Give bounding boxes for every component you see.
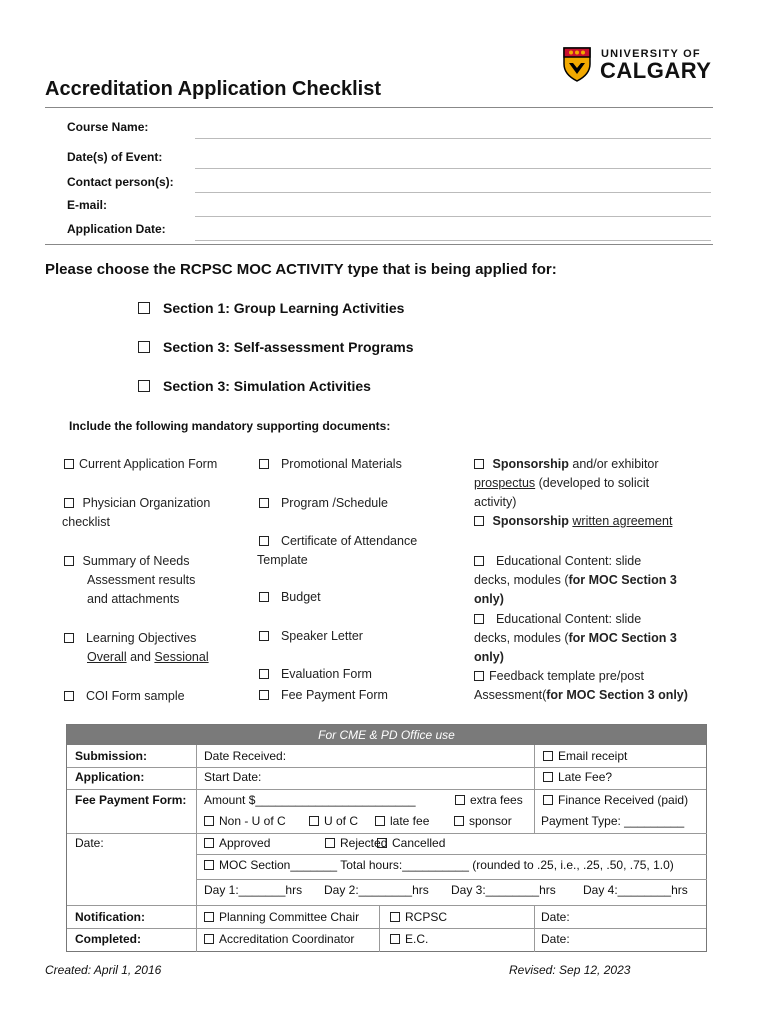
course-name-field[interactable] — [195, 138, 711, 139]
moc-section-field[interactable]: MOC Section_______ Total hours:__________ (rounded to .25, i.e., .25, .50, .75, 1.0) — [204, 858, 674, 872]
fee-form-label: Fee Payment Form: — [75, 793, 187, 807]
amount-field[interactable]: Amount $________________________ — [204, 793, 416, 807]
email-label: E-mail: — [67, 198, 108, 212]
submission-label: Submission: — [75, 749, 148, 763]
email-field[interactable] — [195, 216, 711, 217]
planning-chair-checkbox[interactable]: Planning Committee Chair — [204, 910, 359, 924]
day2-field[interactable]: Day 2:________hrs — [324, 883, 429, 897]
revised-date: Revised: Sep 12, 2023 — [509, 963, 631, 977]
checkbox-icon[interactable] — [204, 912, 214, 922]
notification-date-label: Date: — [541, 910, 570, 924]
logo-line2: CALGARY — [600, 58, 712, 83]
doc-fee-payment[interactable]: Fee Payment Form — [259, 686, 388, 705]
checkbox-icon[interactable] — [138, 341, 150, 353]
start-date-label: Start Date: — [204, 770, 262, 784]
doc-learning-objectives[interactable]: Learning Objectives Overall and Sessional — [64, 629, 209, 667]
sponsor-checkbox[interactable]: sponsor — [454, 814, 512, 828]
coordinator-checkbox[interactable]: Accreditation Coordinator — [204, 932, 354, 946]
event-dates-label: Date(s) of Event: — [67, 150, 163, 164]
option-section3-sim[interactable]: Section 3: Simulation Activities — [138, 378, 371, 394]
doc-speaker-letter[interactable]: Speaker Letter — [259, 627, 363, 646]
checkbox-icon[interactable] — [204, 816, 214, 826]
contact-label: Contact person(s): — [67, 175, 174, 189]
checkbox-icon[interactable] — [64, 691, 74, 701]
doc-feedback-template[interactable]: Feedback template pre/post Assessment(for MOC Section 3 only) — [474, 669, 688, 702]
approved-checkbox[interactable]: Approved — [204, 836, 270, 850]
doc-budget[interactable]: Budget — [259, 588, 321, 607]
checkbox-icon[interactable] — [309, 816, 319, 826]
doc-promotional[interactable]: Promotional Materials — [259, 455, 402, 474]
doc-needs-assessment[interactable]: Summary of Needs Assessment results and attachments — [64, 552, 195, 609]
checkbox-icon[interactable] — [138, 302, 150, 314]
checkbox-icon[interactable] — [474, 459, 484, 469]
checkbox-icon[interactable] — [543, 795, 553, 805]
checkbox-icon[interactable] — [64, 498, 74, 508]
day3-field[interactable]: Day 3:________hrs — [451, 883, 556, 897]
checkbox-icon[interactable] — [454, 816, 464, 826]
logo-line1: UNIVERSITY OF — [601, 48, 701, 60]
date-received-label: Date Received: — [204, 749, 287, 763]
payment-type-field[interactable]: Payment Type: _________ — [541, 814, 685, 828]
checkbox-icon[interactable] — [259, 690, 269, 700]
checkbox-icon[interactable] — [375, 816, 385, 826]
checkbox-icon[interactable] — [64, 459, 74, 469]
checkbox-icon[interactable] — [474, 671, 484, 681]
completed-date-label: Date: — [541, 932, 570, 946]
checkbox-icon[interactable] — [543, 751, 553, 761]
finance-received-checkbox[interactable]: Finance Received (paid) — [543, 793, 688, 807]
extra-fees-checkbox[interactable]: extra fees — [455, 793, 523, 807]
doc-sponsorship-agreement[interactable]: Sponsorship written agreement — [474, 512, 672, 531]
day1-field[interactable]: Day 1:_______hrs — [204, 883, 303, 897]
date-label: Date: — [75, 836, 104, 850]
option-section3-self[interactable]: Section 3: Self-assessment Programs — [138, 339, 414, 355]
checkbox-icon[interactable] — [204, 934, 214, 944]
checkbox-icon[interactable] — [64, 556, 74, 566]
doc-certificate[interactable]: Certificate of Attendance Template — [257, 534, 418, 567]
checkbox-icon[interactable] — [543, 772, 553, 782]
checkbox-icon[interactable] — [64, 633, 74, 643]
doc-physician-checklist[interactable]: Physician Organization checklist — [62, 496, 211, 529]
doc-sponsorship[interactable]: Sponsorship and/or exhibitor prospectus (developed to solicit activity) — [474, 457, 659, 509]
office-table-header: For CME & PD Office use — [67, 725, 706, 745]
checkbox-icon[interactable] — [474, 614, 484, 624]
email-receipt-checkbox[interactable]: Email receipt — [543, 749, 627, 763]
ec-checkbox[interactable]: E.C. — [390, 932, 428, 946]
notification-label: Notification: — [75, 910, 145, 924]
checkbox-icon[interactable] — [259, 536, 269, 546]
documents-heading: Include the following mandatory supporting documents: — [69, 419, 391, 433]
activity-prompt: Please choose the RCPSC MOC ACTIVITY type that is being applied for: — [45, 261, 557, 278]
doc-educational-content-1[interactable]: Educational Content: slide decks, modules (for MOC Section 3 only) — [474, 554, 677, 606]
doc-evaluation[interactable]: Evaluation Form — [259, 665, 372, 684]
checkbox-icon[interactable] — [138, 380, 150, 392]
course-name-label: Course Name: — [67, 120, 149, 134]
doc-current-form[interactable]: Current Application Form — [64, 455, 217, 474]
doc-coi-form[interactable]: COI Form sample — [64, 687, 185, 706]
late-fee2-checkbox[interactable]: late fee — [375, 814, 429, 828]
event-dates-field[interactable] — [195, 168, 711, 169]
checkbox-icon[interactable] — [474, 556, 484, 566]
cancelled-checkbox[interactable]: Cancelled — [377, 836, 445, 850]
application-date-label: Application Date: — [67, 222, 166, 236]
option-section1-group[interactable]: Section 1: Group Learning Activities — [138, 300, 404, 316]
checkbox-icon[interactable] — [377, 838, 387, 848]
title-rule — [45, 107, 713, 108]
application-label: Application: — [75, 770, 145, 784]
checkbox-icon[interactable] — [259, 498, 269, 508]
fields-rule — [45, 244, 713, 245]
university-logo — [563, 44, 713, 86]
doc-educational-content-2[interactable]: Educational Content: slide decks, modules (for MOC Section 3 only) — [474, 612, 677, 664]
rcpsc-checkbox[interactable]: RCPSC — [390, 910, 447, 924]
checkbox-icon[interactable] — [455, 795, 465, 805]
checkbox-icon[interactable] — [259, 631, 269, 641]
checkbox-icon[interactable] — [259, 459, 269, 469]
non-uofc-checkbox[interactable]: Non - U of C — [204, 814, 286, 828]
application-date-field[interactable] — [195, 240, 711, 241]
office-use-table — [66, 724, 707, 952]
rejected-checkbox[interactable]: Rejected — [325, 836, 387, 850]
checkbox-icon[interactable] — [474, 516, 484, 526]
checkbox-icon[interactable] — [204, 860, 214, 870]
contact-field[interactable] — [195, 192, 711, 193]
day4-field[interactable]: Day 4:________hrs — [583, 883, 688, 897]
checkbox-icon[interactable] — [390, 912, 400, 922]
checkbox-icon[interactable] — [390, 934, 400, 944]
crest-icon — [563, 46, 591, 82]
uofc-checkbox[interactable]: U of C — [309, 814, 358, 828]
checkbox-icon[interactable] — [325, 838, 335, 848]
doc-program[interactable]: Program /Schedule — [259, 494, 388, 513]
checkbox-icon[interactable] — [259, 592, 269, 602]
created-date: Created: April 1, 2016 — [45, 963, 162, 977]
late-fee-checkbox[interactable]: Late Fee? — [543, 770, 612, 784]
page-title: Accreditation Application Checklist — [45, 78, 381, 100]
checkbox-icon[interactable] — [259, 669, 269, 679]
checkbox-icon[interactable] — [204, 838, 214, 848]
completed-label: Completed: — [75, 932, 141, 946]
